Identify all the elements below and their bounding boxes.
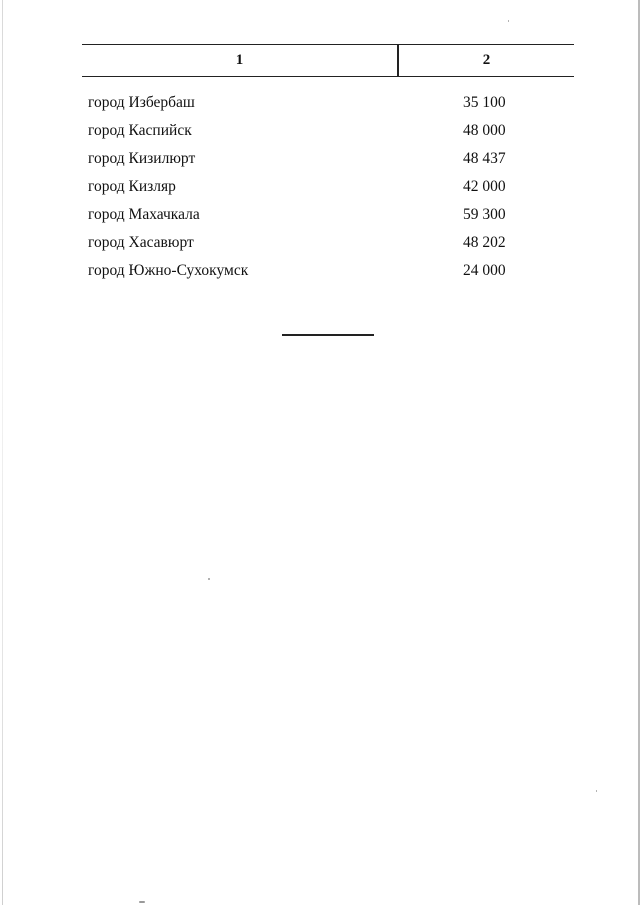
city-name: город Кизляр: [88, 178, 176, 195]
table-body: [88, 93, 508, 289]
city-value: 24 000: [463, 262, 506, 279]
city-value: 35 100: [463, 94, 506, 111]
city-value: 48 437: [463, 150, 506, 167]
end-of-table-rule: [282, 334, 374, 336]
table-row: [88, 121, 508, 149]
city-name: город Южно-Сухокумск: [88, 262, 249, 279]
table-row: [88, 93, 508, 121]
column-header-2: 2: [482, 52, 491, 68]
scan-speck: [596, 790, 597, 792]
scan-speck: [139, 901, 145, 903]
scan-speck: [508, 20, 509, 22]
table-row: [88, 177, 508, 205]
city-name: город Каспийск: [88, 122, 192, 139]
city-name: город Махачкала: [88, 206, 200, 223]
scan-edge-left: [2, 0, 3, 905]
table-row: [88, 149, 508, 177]
city-name: город Кизилюрт: [88, 150, 196, 167]
table-row: [88, 261, 508, 289]
city-value: 48 000: [463, 122, 506, 139]
table-header: [82, 44, 574, 77]
data-table: [82, 44, 574, 279]
city-value: 59 300: [463, 206, 506, 223]
city-value: 48 202: [463, 234, 506, 251]
table-row: [88, 205, 508, 233]
city-name: город Хасавюрт: [88, 234, 194, 251]
scan-speck: [208, 578, 210, 580]
city-value: 42 000: [463, 178, 506, 195]
city-name: город Избербаш: [88, 94, 195, 111]
table-row: [88, 233, 508, 261]
column-header-1: 1: [235, 52, 244, 68]
